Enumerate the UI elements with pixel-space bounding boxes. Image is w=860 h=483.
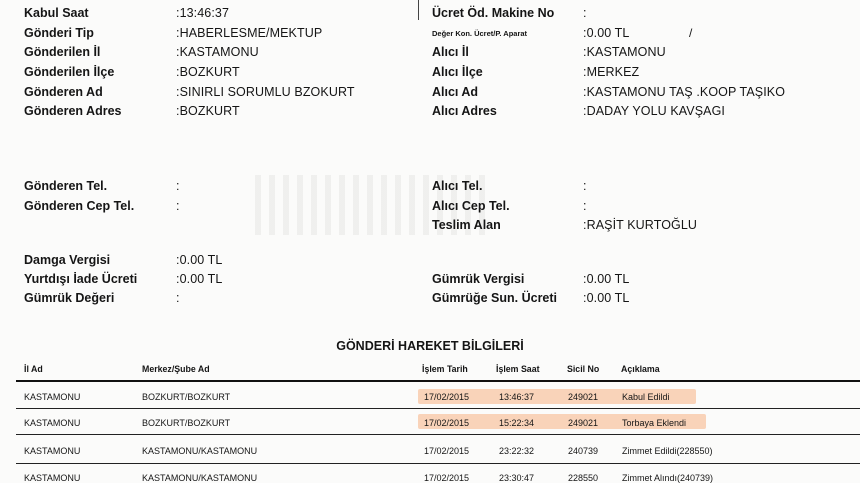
column-divider [418,0,419,20]
gonderen-adres-value: :BOZKURT [176,104,240,118]
gumruk-vergisi-value: :0.00 TL [583,272,630,286]
row-rule [16,408,860,409]
alici-tel-value: : [583,179,587,193]
ucret-makine-value: : [583,6,587,20]
kabul-saat-value: :13:46:37 [176,6,230,20]
teslim-alan-value: :RAŞİT KURTOĞLU [583,218,698,232]
alici-ad-label: Alıcı Ad [432,85,479,99]
alici-il-value: :KASTAMONU [583,45,666,59]
header-islem-saat: İşlem Saat [496,364,540,374]
gumruk-vergisi-label: Gümrük Vergisi [432,272,525,286]
gonderen-ad-value: :SINIRLI SORUMLU BZOKURT [176,85,355,99]
gonderilen-il-label: Gönderilen İl [24,45,101,59]
gonderi-tip-label: Gönderi Tip [24,26,94,40]
ucret-makine-label: Ücret Öd. Makine No [432,6,555,20]
header-rule [16,380,860,382]
gonderen-ad-label: Gönderen Ad [24,85,103,99]
cell-saat: 23:30:47 [499,473,535,483]
cell-sicil: 249021 [568,418,599,428]
cell-saat: 13:46:37 [499,392,535,402]
cell-aciklama: Zimmet Edildi(228550) [622,446,713,456]
header-il-ad: İl Ad [24,364,43,374]
cell-sicil: 240739 [568,446,599,456]
alici-adres-label: Alıcı Adres [432,104,497,118]
gonderen-cep-tel-value: : [176,199,180,213]
alici-cep-tel-label: Alıcı Cep Tel. [432,199,510,213]
cell-il: KASTAMONU [24,446,81,456]
cell-aciklama: Kabul Edildi [622,392,670,402]
cell-tarih: 17/02/2015 [424,473,470,483]
cell-il: KASTAMONU [24,473,81,483]
deger-kon-label: Değer Kon. Ücret/P. Aparat [432,29,528,38]
deger-kon-value: :0.00 TL [583,26,630,40]
cell-sicil: 228550 [568,473,599,483]
header-islem-tarih: İşlem Tarih [422,364,468,374]
gonderilen-il-value: :KASTAMONU [176,45,259,59]
cell-il: KASTAMONU [24,392,81,402]
gonderen-tel-value: : [176,179,180,193]
damga-vergisi-label: Damga Vergisi [24,253,111,267]
yurtdisi-iade-label: Yurtdışı İade Ücreti [24,272,138,286]
movements-title: GÖNDERİ HAREKET BİLGİLERİ [336,339,524,353]
damga-vergisi-value: :0.00 TL [176,253,223,267]
alici-ilce-value: :MERKEZ [583,65,640,79]
cell-saat: 15:22:34 [499,418,535,428]
cell-tarih: 17/02/2015 [424,418,470,428]
header-sicil-no: Sicil No [567,364,600,374]
cell-tarih: 17/02/2015 [424,392,470,402]
kabul-saat-label: Kabul Saat [24,6,89,20]
cell-merkez: BOZKURT/BOZKURT [142,418,231,428]
gumruge-sun-value: :0.00 TL [583,291,630,305]
cell-il: KASTAMONU [24,418,81,428]
gumruk-degeri-value: : [176,291,180,305]
header-aciklama: Açıklama [621,364,660,374]
alici-il-label: Alıcı İl [432,45,469,59]
cell-tarih: 17/02/2015 [424,446,470,456]
teslim-alan-label: Teslim Alan [432,218,501,232]
row-rule [16,463,860,464]
cell-aciklama: Torbaya Eklendi [622,418,687,428]
cell-merkez: KASTAMONU/KASTAMONU [142,446,258,456]
gonderilen-ilce-value: :BOZKURT [176,65,240,79]
deger-kon-slash: / [689,26,693,40]
gonderilen-ilce-label: Gönderilen İlçe [24,65,115,79]
cell-aciklama: Zimmet Alındı(240739) [622,473,714,483]
alici-tel-label: Alıcı Tel. [432,179,483,193]
cell-merkez: BOZKURT/BOZKURT [142,392,231,402]
yurtdisi-iade-value: :0.00 TL [176,272,223,286]
alici-cep-tel-value: : [583,199,587,213]
alici-ilce-label: Alıcı İlçe [432,65,483,79]
gumruge-sun-label: Gümrüğe Sun. Ücreti [432,291,558,305]
alici-adres-value: :DADAY YOLU KAVŞAGI [583,104,725,118]
gonderen-cep-tel-label: Gönderen Cep Tel. [24,199,135,213]
cell-sicil: 249021 [568,392,599,402]
gonderi-tip-value: :HABERLESME/MEKTUP [176,26,323,40]
gumruk-degeri-label: Gümrük Değeri [24,291,115,305]
gonderen-adres-label: Gönderen Adres [24,104,122,118]
gonderen-tel-label: Gönderen Tel. [24,179,108,193]
header-merkez: Merkez/Şube Ad [142,364,210,374]
cell-merkez: KASTAMONU/KASTAMONU [142,473,258,483]
alici-ad-value: :KASTAMONU TAŞ .KOOP TAŞIKO [583,85,786,99]
row-rule [16,434,860,435]
cell-saat: 23:22:32 [499,446,535,456]
